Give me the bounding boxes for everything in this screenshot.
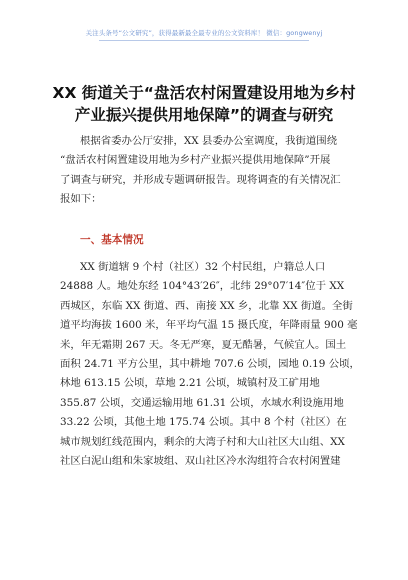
body-line-5: 米，年无霜期 267 天。冬无严寒，夏无酷暑，气候宜人。国土	[60, 338, 347, 351]
intro-line-4: 报如下：	[60, 193, 102, 206]
banner-divider	[99, 40, 309, 41]
body-line-6: 面积 24.71 平方公里，其中耕地 707.6 公顷，园地 0.19 公顷，	[60, 358, 360, 371]
section-heading-basic: 一、基本情况	[80, 234, 144, 246]
document-title	[32, 82, 376, 126]
body-line-3: 西城区，东临 XX 街道、西、南接 XX 乡，北靠 XX 街道。全街	[60, 299, 353, 312]
header-banner	[0, 28, 408, 41]
title-line-1: XX 街道关于“盘活农村闲置建设用地为乡村	[52, 84, 356, 102]
body-line-9: 33.22 公顷，其他土地 175.74 公顷。其中 8 个村（社区）在	[60, 416, 347, 429]
body-line-8: 355.87 公顷，交通运输用地 61.31 公顷，水域水利设施用地	[60, 396, 344, 409]
intro-line-3: 了调查与研究，并形成专题调研报告。现将调查的有关情况汇	[60, 173, 341, 186]
body-line-1: XX 街道辖 9 个村（社区）32 个村民组，户籍总人口	[80, 261, 326, 273]
section-1-paragraph	[60, 258, 360, 471]
banner-text: 关注头条号“公文研究”，获得最新最全最专业的公文资料库！ 微信：gongwenyj	[85, 29, 323, 37]
intro-line-1: 根据省委办公厅安排，XX 县委办公室调度，我街道围绕	[80, 135, 338, 147]
intro-line-2: “盘活农村闲置建设用地为乡村产业振兴提供用地保障”开展	[60, 154, 331, 167]
intro-paragraph	[60, 132, 360, 210]
body-line-10: 城市规划红线范围内，剩余的大湾子村和大山社区大山组、XX	[60, 435, 345, 448]
body-line-4: 道平均海拔 1600 米，年平均气温 15 摄氏度，年降雨量 900 毫	[60, 319, 358, 332]
title-line-2: 产业振兴提供用地保障”的调查与研究	[74, 106, 334, 124]
body-line-7: 林地 613.15 公顷，草地 2.21 公顷，城镇村及工矿用地	[60, 377, 320, 390]
body-line-11: 社区白泥山组和朱家坡组、双山社区冷水沟组符合农村闲置建	[60, 455, 341, 468]
body-line-2: 24888 人。地处东经 104°43′26″，北纬 29°07′14″位于 XX	[60, 280, 345, 293]
